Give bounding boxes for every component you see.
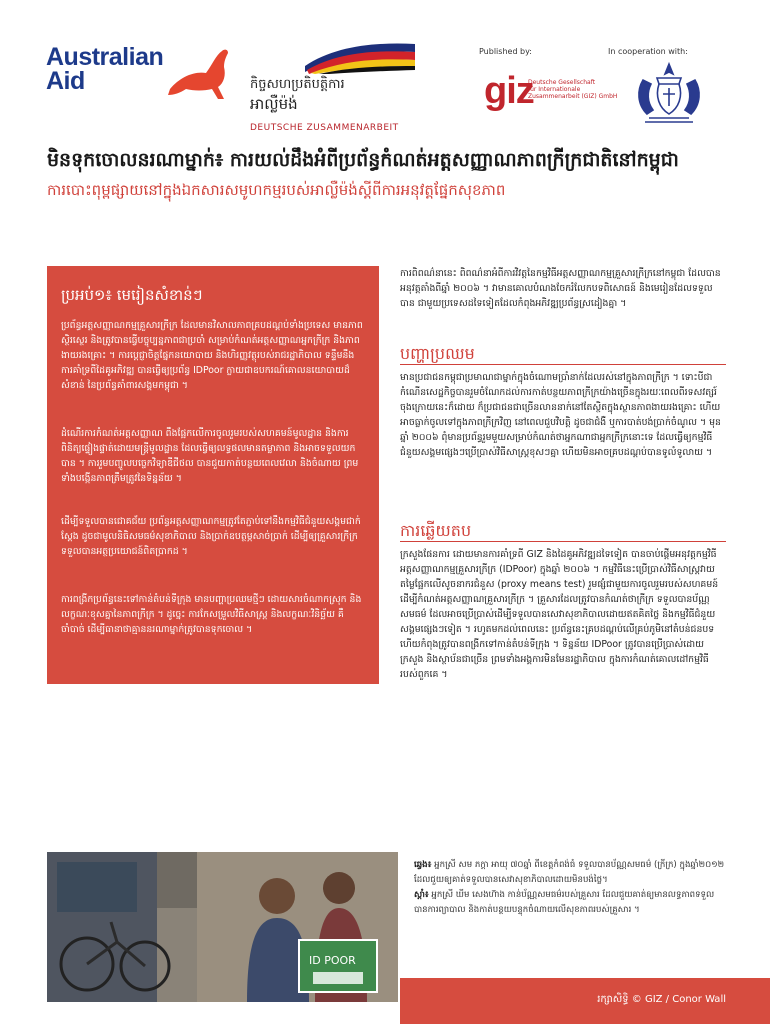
caption-text-right: អ្នកស្រី ឃីម សេងហ៊ាង កាន់ប័ណ្ណសមធម៌របស់គ្រួសារ ដែលជួយគាត់ឲ្យមានលទ្ធភាពទទួលបានការព្យាបាល និងកាត់បន្ថយបន្ទុកចំណាយលើសុខភាពរបស់គ្រួសារ ។: [414, 890, 715, 915]
german-cooperation-english: DEUTSCHE ZUSAMMENARBEIT: [250, 123, 399, 133]
equity-card-text: ID POOR: [309, 954, 356, 967]
cambodia-royal-crest-icon: [629, 60, 709, 126]
kangaroo-icon: [164, 45, 236, 105]
intro-paragraph: ការពិពណ៌នានេះ ពិពណ៌នាអំពីការវិវត្តនៃកម្មវិធីអត្តសញ្ញាណកម្មគ្រួសារក្រីក្រនៅកម្ពុជា ដែលបានអនុវត្តតាំងពីឆ្នាំ ២០០៦ ។ វាមានគោលបំណងចែករំលែកបទពិសោធន៍ និងមេរៀនដែលទទួលបាន ជាមួយប្រទេសដទៃទៀតដែលកំពុងអភិវឌ្ឍប្រព័ន្ធស្រដៀងគ្នា ។: [400, 268, 721, 309]
german-cooperation-khmer-line2: អាល្លឺម៉ង់: [250, 95, 298, 113]
caption-label-left: ឆ្វេង៖: [414, 860, 432, 870]
giz-line: für Internationale: [528, 86, 581, 93]
photo-women-with-equity-card: [47, 852, 398, 1002]
german-cooperation-khmer-line1: កិច្ចសហប្រតិបត្តិការ: [250, 77, 345, 92]
giz-line: Zusammenarbeit (GIZ) GmbH: [528, 93, 618, 100]
page-header: [0, 0, 770, 140]
problem-divider: [400, 364, 726, 365]
giz-line: Deutsche Gesellschaft: [528, 79, 596, 86]
response-heading: ការឆ្លើយតប: [400, 521, 472, 540]
australian-aid-logo: [46, 45, 236, 111]
photo-caption: [414, 858, 726, 918]
response-divider: [400, 541, 726, 542]
key-lesson-paragraph: ការពង្រីកប្រព័ន្ធនេះទៅកាន់តំបន់ទីក្រុង មានបញ្ហាប្រឈមថ្មីៗ ដោយសារចំណាកស្រុក និងលក្ខណៈខុសគ្នានៃភាពក្រីក្រ ។ ដូច្នេះ ការកែសម្រួលវិធីសាស្ត្រ និងលក្ខណៈវិនិច្ឆ័យ គឺចាំបាច់ ដើម្បីធានាថាគ្មាននរណាម្នាក់ត្រូវបានទុកចោល ។: [61, 594, 362, 635]
key-lesson-paragraph: ប្រព័ន្ធអត្តសញ្ញាណកម្មគ្រួសារក្រីក្រ ដែលមានវិសាលភាពគ្របដណ្តប់ទាំងប្រទេស មានភាពស្ថិរស្ថេរ និងត្រូវបានធ្វើបច្ចុប្បន្នភាពជាប្រចាំ សម្រាប់កំណត់អត្តសញ្ញាណអ្នកក្រីក្រ និងភាពងាយរងគ្រោះ ។ ការប្តេជ្ញាចិត្តផ្នែកនយោបាយ និងហិរញ្ញវត្ថុរបស់រាជរដ្ឋាភិបាល ទន្ទឹមនឹងការគាំទ្រពីដៃគូអភិវឌ្ឍ បានធ្វើឲ្យប្រព័ន្ធ IDPoor ក្លាយជាឧបករណ៍គោលនយោបាយដ៏សំខាន់ នៃប្រព័ន្ធគាំពារសង្គមកម្ពុជា ។: [61, 320, 363, 391]
footer-bar: [400, 978, 770, 1024]
published-by-label: Published by:: [479, 47, 532, 56]
photo-illustration: [47, 852, 398, 1002]
problem-text: មានប្រជាជនកម្ពុជាប្រមាណជាម្នាក់ក្នុងចំណោមប្រាំនាក់ដែលរស់នៅក្នុងភាពក្រីក្រ ។ ទោះបីជាកំណើនសេដ្ឋកិច្ចបានរួមចំណែកដល់ការកាត់បន្ថយភាពក្រីក្រយ៉ាងច្រើនក្នុងរយៈពេលពីរទសវត្សរ៍ចុងក្រោយនេះក៏ដោយ ក៏ប្រជាជនជាច្រើនលាននាក់នៅតែស្ថិតក្នុងស្ថានភាពងាយរងគ្រោះ ហើយអាចធ្លាក់ចូលទៅក្នុងភាពក្រីក្រវិញ នៅពេលជួបវិបត្តិ ដូចជាជំងឺ ឬការបាត់បង់ប្រាក់ចំណូល ។ មុនឆ្នាំ ២០០៦ ពុំមានប្រព័ន្ធរួមមួយសម្រាប់កំណត់ថាអ្នកណាជាអ្នកក្រីក្រនោះទេ ដែលធ្វើឲ្យកម្មវិធីជំនួយសង្គមផ្សេងៗប្រើប្រាស់វិធីសាស្ត្រខុសៗគ្នា ហើយមិនអាចគ្របដណ្តប់បានទូលំទូលាយ ។: [400, 372, 721, 458]
response-text: ក្រសួងផែនការ ដោយមានការគាំទ្រពី GIZ និងដៃគូអភិវឌ្ឍដទៃទៀត បានចាប់ផ្តើមអនុវត្តកម្មវិធីអត្តសញ្ញាណកម្មគ្រួសារក្រីក្រ (IDPoor) ក្នុងឆ្នាំ ២០០៦ ។ កម្មវិធីនេះប្រើប្រាស់វិធីសាស្ត្រវាយតម្លៃផ្អែកលើសូចនាករជំនួស (proxy means test) រួមផ្សំជាមួយការចូលរួមរបស់សហគមន៍ ដើម្បីកំណត់អត្តសញ្ញាណគ្រួសារក្រីក្រ ។ គ្រួសារដែលត្រូវបានកំណត់ថាក្រីក្រ ទទួលបានប័ណ្ណសមធម៌ ដែលអាចប្រើប្រាស់ដើម្បីទទួលបានសេវាសុខាភិបាលដោយឥតគិតថ្លៃ និងកម្មវិធីជំនួយសង្គមផ្សេងៗទៀត ។ រហូតមកដល់ពេលនេះ ប្រព័ន្ធនេះគ្របដណ្តប់លើគ្រប់ភូមិនៅតំបន់ជនបទ ហើយកំពុងត្រូវបានពង្រីកទៅកាន់តំបន់ទីក្រុង ។ ទិន្នន័យ IDPoor ត្រូវបានប្រើប្រាស់ដោយក្រសួង និងស្ថាប័នជាច្រើន ព្រមទាំងអង្គការមិនមែនរដ្ឋាភិបាល ក្នុងការកំណត់គោលដៅកម្មវិធីរបស់ពួកគេ ។: [400, 549, 719, 680]
key-lesson-paragraph: ដើម្បីទទួលបានជោគជ័យ ប្រព័ន្ធអត្តសញ្ញាណកម្មត្រូវតែភ្ជាប់ទៅនឹងកម្មវិធីជំនួយសង្គមជាក់ស្តែង ដូចជាមូលនិធិសមធម៌សុខាភិបាល និងប្រាក់ឧបត្ថម្ភសាច់ប្រាក់ ដើម្បីឲ្យគ្រួសារក្រីក្រទទួលបានអត្ថប្រយោជន៍ពិតប្រាកដ ។: [61, 516, 361, 557]
flag-icon: [305, 40, 415, 74]
australian-aid-word-2: Aid: [46, 67, 85, 95]
giz-logo-text: [528, 79, 617, 100]
key-lesson-paragraph: ដំណើរការកំណត់អត្តសញ្ញាណ ពឹងផ្អែកលើការចូលរួមរបស់សហគមន៍មូលដ្ឋាន និងការពិនិត្យផ្ទៀងផ្ទាត់ដោយមន្ត្រីមូលដ្ឋាន ដែលធ្វើឲ្យលទ្ធផលមានតម្លាភាព និងអាចទទួលយកបាន ។ ការរួមបញ្ចូលបច្ចេកវិទ្យាឌីជីថល បានជួយកាត់បន្ថយពេលវេលា និងចំណាយ ព្រមទាំងបង្កើនភាពត្រឹមត្រូវនៃទិន្នន័យ ។: [61, 428, 359, 484]
photo-copyright: រក្សាសិទ្ធិ © GIZ / Conor Wall: [597, 994, 726, 1005]
page-title: មិនទុកចោលនរណាម្នាក់៖ ការយល់ដឹងអំពីប្រព័ន្ធកំណត់អត្តសញ្ញាណភាពក្រីក្រជាតិនៅកម្ពុជា: [47, 149, 679, 171]
giz-logo: giz: [484, 70, 534, 112]
caption-label-right: ស្តាំ៖: [414, 890, 429, 900]
german-cooperation-logo: [250, 40, 420, 133]
key-lessons-box: [47, 266, 379, 684]
page-subtitle: ការបោះពុម្ពផ្សាយនៅក្នុងឯកសារសមូហកម្មរបស់អាល្លឺម៉ង់ស្តីពីការអនុវត្តផ្នែកសុខភាព: [47, 181, 506, 199]
in-cooperation-with-label: In cooperation with:: [608, 47, 688, 56]
australian-aid-word-1: Australian: [46, 43, 164, 71]
problem-heading: បញ្ហាប្រឈម: [400, 344, 475, 363]
key-lessons-title: ប្រអប់១៖ មេរៀនសំខាន់ៗ: [61, 286, 203, 304]
caption-text-left: អ្នកស្រី សម ភក្តា អាយុ ៧០ឆ្នាំ ពីខេត្តកំពង់ធំ ទទួលបានប័ណ្ណសមធម៌ (ក្រីក្រ) ក្នុងឆ្នាំ២០១២ ដែលជួយឲ្យគាត់ទទួលបានសេវាសុខាភិបាលដោយមិនបង់ថ្លៃ។: [414, 860, 725, 885]
